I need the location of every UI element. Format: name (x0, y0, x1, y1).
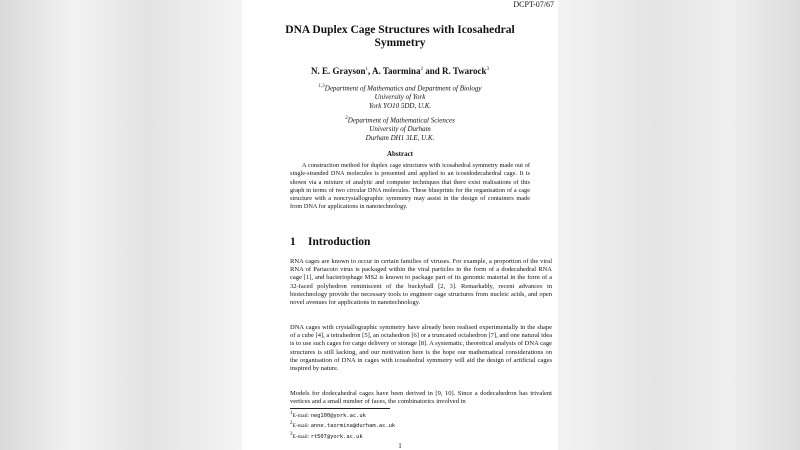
footnote-label: E-mail: (292, 423, 311, 430)
affiliation-dept: Department of Mathematics and Department of Biology (324, 84, 482, 93)
footnotes (290, 410, 395, 441)
author-name: N. E. Grayson (310, 66, 366, 76)
section-number: 1 (290, 236, 296, 248)
footnote-email: rt507@york.ac.uk (310, 433, 363, 440)
author-name: R. Twarock (442, 66, 487, 76)
title-line-1: DNA Duplex Cage Structures with Icosahedral (285, 24, 515, 36)
footnote-sup: 1 (290, 411, 293, 416)
body-paragraph: RNA cages are known to occur in certain families of viruses. For example, a proportion of the viral RNA of Pariacoto virus is packaged within the viral particles in the form of a dodecahedral RNA cage [1], and bacteriophage MS2 is known to package part of its genomic material in the form of a 32-faced polyhedron reminiscent of the buckyball [2, 3]. Remarkably, recent advances in biotechnology provide the necessary tools to engineer cage structures from nucleic acids, and open novel avenues for applications in nanotechnology. (290, 258, 552, 307)
abstract-text: A construction method for duplex cage structures with icosahedral symmetry made out of single-stranded DNA molecules is presented and applied to an icosidodecahedral cage. It is shown via a mixture of analytic and computer techniques that there exist realisations of this graph in terms of two circular DNA molecules. These blueprints for the organisation of a cage structure with a noncrystallographic symmetry may assist in the design of containers made from DNA for applications in nanotechnology. (290, 162, 530, 211)
report-id: DCPT-07/67 (513, 0, 554, 9)
paper-page (242, 0, 558, 450)
affiliation-inst: University of York (374, 93, 426, 102)
author-name: A. Taormina (371, 66, 421, 76)
footnote (290, 431, 395, 441)
abstract-heading: Abstract (386, 150, 414, 158)
author-sup: 3 (486, 67, 490, 72)
footnote-email: anne.taormina@durham.ac.uk (310, 423, 396, 430)
footnote (290, 420, 395, 430)
background-left (0, 0, 242, 450)
author-list (242, 66, 558, 76)
affiliation-1 (242, 82, 558, 111)
affiliation-city: Durham DH1 3LE, U.K. (365, 134, 435, 143)
affiliation-sup: 2 (345, 116, 348, 121)
affiliation-sup: 1,3 (318, 84, 325, 89)
footnote-sup: 3 (290, 431, 293, 437)
footnote-label: E-mail: (292, 412, 311, 419)
author-sup: 1 (365, 67, 368, 72)
affiliation-city: York YO10 5DD, U.K. (368, 102, 432, 111)
author-sup: 2 (420, 67, 423, 72)
footnote-sup: 2 (290, 421, 293, 427)
affiliation-2 (242, 114, 558, 143)
section-title: Introduction (308, 236, 371, 248)
title-line-2: Symmetry (374, 37, 426, 49)
body-paragraph: DNA cages with crystallographic symmetry have already been realised experimentally in the shape of a cube [4], a tetrahedron [5], an octahedron [6] or a truncated octahedron [7], and one natural idea is to use such cages for cargo delivery or storage [8]. A systematic, theoretical analysis of DNA cage structures is still lacking, and our motivation here is the hope our mathematical considerations on the organisation of DNA in cages with icosahedral symmetry will aid the design of artificial cages inspired by nature. (290, 324, 552, 373)
footnote (290, 410, 395, 420)
page-number: 1 (398, 442, 402, 450)
background-right (558, 0, 800, 450)
author-separator: , (367, 66, 372, 76)
paper-title (242, 24, 558, 50)
footnote-label: E-mail: (292, 433, 311, 440)
footnote-email: neg100@york.ac.uk (310, 412, 366, 419)
author-separator: and (423, 66, 443, 76)
affiliation-inst: University of Durham (369, 125, 431, 134)
section-heading (290, 236, 370, 248)
footnote-rule (290, 408, 390, 409)
body-paragraph: Models for dodecahedral cages have been derived in [9, 10]. Since a dodecahedron has trivalent vertices and a small number of faces, the combinatorics involved in (290, 390, 552, 406)
affiliation-dept: Department of Mathematical Sciences (347, 116, 455, 125)
